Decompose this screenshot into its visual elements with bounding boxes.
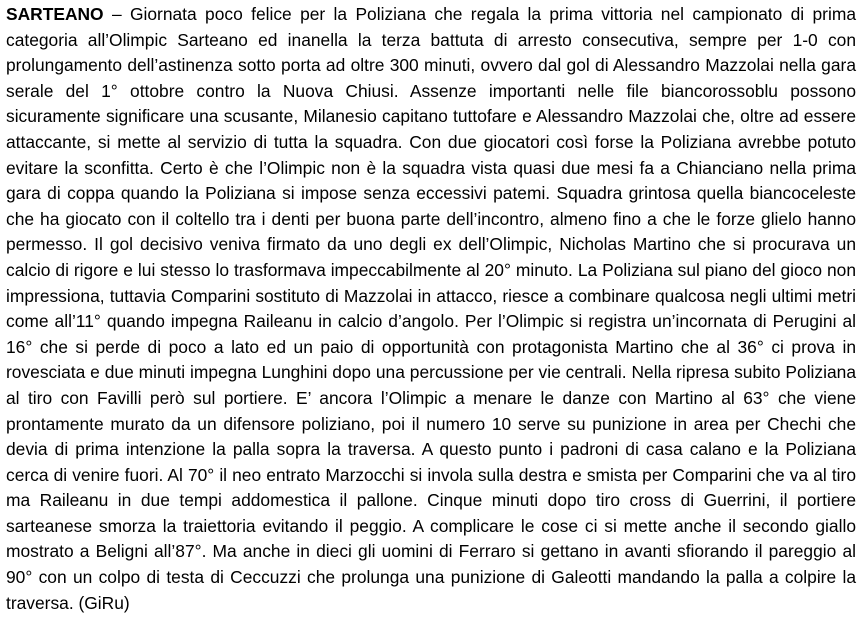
dateline: SARTEANO <box>6 4 104 24</box>
article-paragraph <box>6 2 856 616</box>
article-body: Giornata poco felice per la Poliziana che regala la prima vittoria nel campionato di prima categoria all’Olimpic Sarteano ed inanella la terza battuta di arresto consecutiva, sempre per 1-0 con prolungamento dell’astinenza sotto porta ad oltre 300 minuti, ovvero dal gol di Alessandro Mazzolai nella gara serale del 1° ottobre contro la Nuova Chiusi. Assenze importanti nelle file biancorossoblu possono sicuramente significare una scusante, Milanesio capitano tuttofare e Alessandro Mazzolai che, oltre ad essere attaccante, si mette al servizio di tutta la squadra. Con due giocatori così forse la Poliziana avrebbe potuto evitare la sconfitta. Certo è che l’Olimpic non è la squadra vista quasi due mesi fa a Chianciano nella prima gara di coppa quando la Poliziana si impose senza eccessivi patemi. Squadra grintosa quella biancoceleste che ha giocato con il coltello tra i denti per buona parte dell’incontro, almeno fino a che le forze glielo hanno permesso. Il gol decisivo veniva firmato da uno degli ex dell’Olimpic, Nicholas Martino che si procurava un calcio di rigore e lui stesso lo trasformava impeccabilmente al 20° minuto. La Poliziana sul piano del gioco non impressiona, tuttavia Comparini sostituto di Mazzolai in attacco, riesce a combinare qualcosa negli ultimi metri come all’11° quando impegna Raileanu in calcio d’angolo. Per l’Olimpic si registra un’incornata di Perugini al 16° che si perde di poco a lato ed un paio di opportunità con protagonista Martino che al 36° ci prova in rovesciata e due minuti impegna Lunghini dopo una percussione per vie centrali. Nella ripresa subito Poliziana al tiro con Favilli però sul portiere. E’ ancora l’Olimpic a menare le danze con Martino al 63° che viene prontamente murato da un difensore poliziano, poi il numero 10 serve su punizione in area per Chechi che devia di prima intenzione la palla sopra la traversa. A questo punto i padroni di casa calano e la Poliziana cerca di venire fuori. Al 70° il neo entrato Marzocchi si invola sulla destra e smista per Comparini che va al tiro ma Raileanu in due tempi addomestica il pallone. Cinque minuti dopo tiro cross di Guerrini, il portiere sarteanese smorza la traiettoria evitando il peggio. A complicare le cose ci si mette anche il secondo giallo mostrato a Beligni all’87°. Ma anche in dieci gli uomini di Ferraro si gettano in avanti sfiorando il pareggio al 90° con un colpo di testa di Ceccuzzi che prolunga una punizione di Galeotti mandando la palla a colpire la traversa. (GiRu) <box>6 4 856 613</box>
dateline-separator: – <box>103 4 130 24</box>
